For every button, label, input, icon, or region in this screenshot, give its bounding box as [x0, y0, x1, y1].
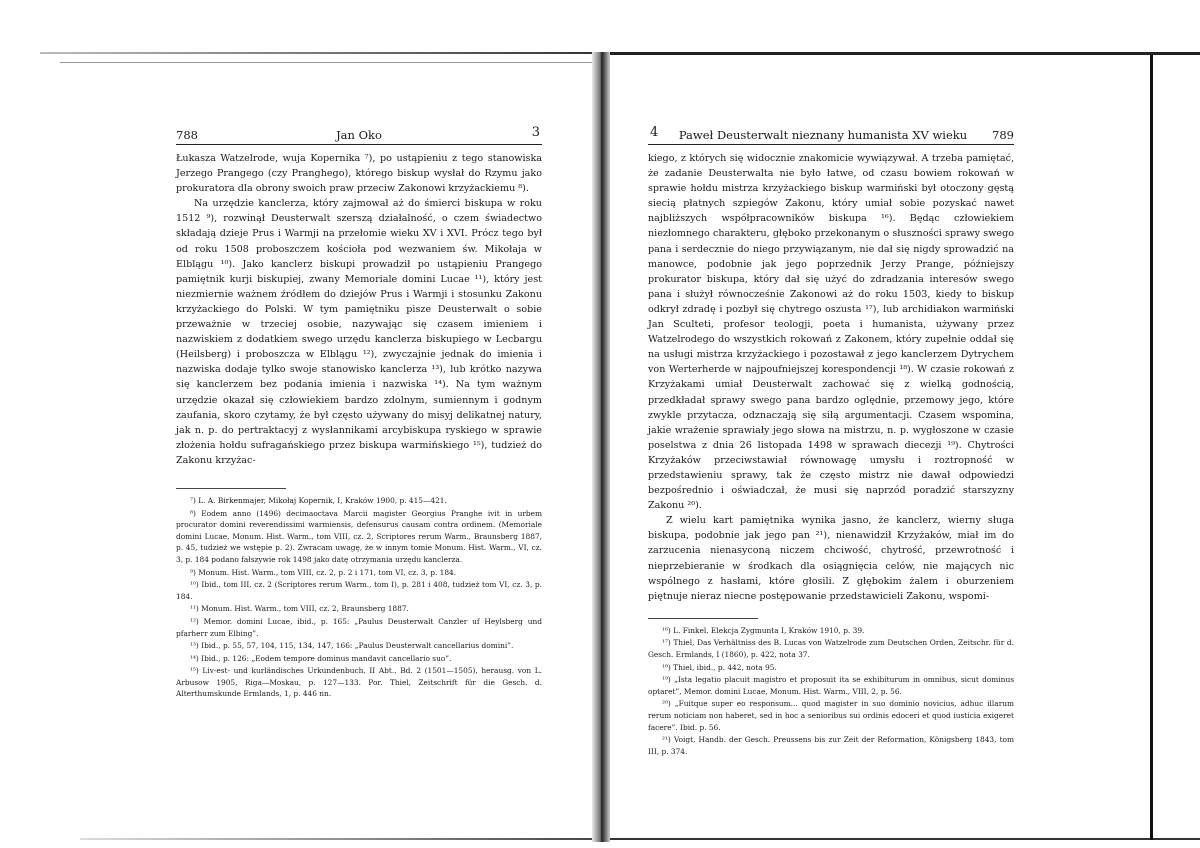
scan-edge-top-right — [600, 52, 1200, 55]
left-page — [176, 125, 542, 701]
footnote: ⁹) Monum. Hist. Warm., tom VIII, cz. 2, p. 2 i 171, tom VI, cz. 3, p. 184. — [190, 567, 457, 577]
left-paragraph: Łukasza Watzelrode, wuja Kopernika ⁷), po ustąpieniu z tego stanowiska Jerzego Prangego (czy Pranghego), którego biskup wysłał do Rzymu jako prokuratora dla obrony swoich praw przeciw Zakonowi krzyżackiemu ⁸). — [176, 153, 542, 195]
left-paragraph: Na urzędzie kanclerza, który zajmował aż do śmierci biskupa w roku 1512 ⁹), rozwinął Deusterwalt szerszą działalność, o czem świadectwo składają dzieje Prus i Warmji na przełomie wieku XV i XVI. Prócz tego był od roku 1508 proboszczem kościoła pod wezwaniem św. Mikołaja w Elblągu ¹⁰). Jako kanclerz biskupi prowadził po ustąpieniu Prangego pamiętnik kurji biskupiej, zwany Memoriale domini Lucae ¹¹), który jest niezmiernie ważnem źródłem do dziejów Prus i Warmji i stosunku Zakonu krzyżackiego do Polski. W tym pamiętniku pisze Deusterwalt o sobie przeważnie w trzeciej osobie, nazywając się czasem imieniem i nazwiskiem z dodatkiem swego urzędu kanclerza biskupiego w Lecbargu (Heilsberg) i proboszcza w Elblągu ¹²), zwyczajnie jednak do imienia i nazwiska dodaje tylko swoje stanowisko kanclerza ¹³), lub krótko nazywa się kanclerzem bez podania imienia i nazwiska ¹⁴). Na tym ważnym urzędzie okazał się człowiekiem bardzo zdolnym, sumiennym i godnym zaufania, skoro czytamy, że był często używany do misyj delikatnej natury, jak n. p. do pertraktacyj z wysłannikami arcybiskupa ryskiego w sprawie złożenia hołdu sufragańskiego przez biskupa warmińskiego ¹⁵), tudzież do Zakonu krzyżac- — [176, 198, 542, 466]
footnote: ²¹) Voigt, Handb. der Gesch. Preussens bis zur Zeit der Reformation, Königsberg 1843, tom III, p. 374. — [648, 735, 1014, 756]
left-page-header — [176, 125, 542, 145]
footnote: ¹⁰) Ibid., tom III, cz. 2 (Scriptores rerum Warm., tom I), p. 281 i 408, tudzież tom VI, cz. 3, p. 184. — [176, 580, 542, 601]
book-gutter — [592, 52, 610, 842]
footnote: ¹⁶) L. Finkel, Elekcja Zygmunta I, Kraków 1910, p. 39. — [662, 625, 865, 635]
footnote: ¹¹) Monum. Hist. Warm., tom VIII, cz. 2, Braunsberg 1887. — [190, 604, 409, 614]
left-footnotes — [176, 495, 542, 700]
right-page-number-inner: 4 — [650, 125, 659, 140]
left-page-number-inner: 3 — [531, 125, 540, 140]
footnote: ¹⁸) Thiel, ibid., p. 442, nota 95. — [662, 662, 777, 672]
footnote: ⁸) Eodem anno (1496) decimaoctava Marcii magister Georgius Pranghe ivit in urbem procurator domini reverendissimi warmiensis, defensurus causam contra ordinem. (Memoriale domini Lucae, Monum. Hist. Warm., tom VIII, cz. 2, Scriptores rerum Warm., Braunsberg 1887, p. 45, tudzież we wstępie p. 2). Zwracam uwagę, że w innym tomie Monum. Hist. Warm., VI, cz. 3, p. 184 podano fałszywie rok 1498 jako datę otrzymania urzędu kanclerza. — [176, 508, 542, 564]
footnote: ¹⁵) Liv-est- und kurländisches Urkundenbuch, II Abt., Bd. 2 (1501—1505), herausg. von L. Arbusow 1905, Riga—Moskau, p. 127—133. Por. Thiel, Zeitschrift für die Gesch. d. Alterthumskunde Ermlands, 1, p. 446 nn. — [176, 666, 542, 699]
footnote: ²⁰) „Fuitque super eo responsum... quod magister in suo dominio novicius, adhuc illarum rerum noticiam non haberet, sed in hoc a senioribus sui ordinis edoceri et quod iusticia exigeret facere”. Ibid. p. 56. — [648, 699, 1014, 732]
footnote: ¹²) Memor. domini Lucae, ibid., p. 165: „Paulus Deusterwalt Canzler uf Heylsberg und pfarherr zum Elbing”. — [176, 616, 542, 638]
left-page-number: 788 — [176, 128, 198, 142]
scan-edge-bottom-right — [605, 838, 1200, 840]
scan-edge-top-left — [40, 52, 600, 54]
footnote: ⁷) L. A. Birkenmajer, Mikołaj Kopernik, I, Kraków 1900, p. 415—421. — [190, 495, 447, 505]
right-page-number: 789 — [992, 128, 1014, 142]
left-body-text — [176, 151, 542, 468]
footnote: ¹⁴) Ibid., p. 126: „Eodem tempore dominus mandavit cancellario suo”. — [190, 653, 452, 663]
right-page-header — [648, 125, 1014, 145]
right-running-title: Paweł Deusterwalt nieznany humanista XV wieku — [678, 128, 968, 142]
right-body-text — [648, 151, 1014, 604]
right-page — [648, 125, 1014, 758]
right-paragraph: kiego, z których się widocznie znakomicie wywiązywał. A trzeba pamiętać, że zadanie Deusterwalta nie było łatwe, od czasu bowiem rokowań w sprawie hołdu mistrza krzyżackiego biskup warmiński był otoczony gęstą siecią płatnych szpiegów Zakonu, który umiał sobie pozyskać nawet najbliższych współpracowników biskupa ¹⁶). Będąc człowiekiem niezłomnego charakteru, głęboko przekonanym o słuszności sprawy swego pana i serdecznie do niego przywiązanym, nie dał się nigdy sprowadzić na manowce, podobnie jak jego poprzednik Jerzy Prange, późniejszy prokurator biskupa, który dał się użyć do zdradzania interesów swego pana i służył równocześnie Zakonowi aż do roku 1503, kiedy to biskup odkrył zdradę i pozbył się chytrego oszusta ¹⁷), lub archidiakon warmiński Jan Sculteti, profesor teologji, poeta i humanista, używany przez Watzelrodego do wszystkich rokowań z Zakonem, który zupełnie oddał się na usługi mistrza krzyżackiego i pozostawał z jego kanclerzem Dytrychem von Werterherde w najpoufniejszej korespondencji ¹⁸). W czasie rokowań z Krzyżakami umiał Deusterwalt zachować się z wielką godnością, przedkładał sprawy swego pana bardzo oględnie, przemowy jego, które zwykle przytacza, odznaczają się siłą argumentacji. Czasem wspomina, jakie wrażenie sprawiały jego słowa na mistrzu, n. p. wygłoszone w czasie poselstwa z dnia 26 listopada 1498 w sprawach diecezji ¹⁹). Chytrości Krzyżaków przeciwstawiał równowagę umysłu i roztropność w przedstawieniu sprawy, tak że często mistrz nie dawał odpowiedzi bezpośrednio i oświadczał, że musi się naprzód poradzić starszyzny Zakonu ²⁰). — [648, 153, 1014, 512]
footnote: ¹⁹) „Ista legatio placuit magistro et proposuit ita se exhibiturum in omnibus, sicut dominus optaret”, Memor. domini Lucae, Monum. Hist. Warm., VIII, 2, p. 56. — [648, 675, 1014, 696]
scan-edge-bottom-left — [80, 838, 600, 840]
scan-edge-right — [1150, 55, 1153, 840]
footnote: ¹³) Ibid., p. 55, 57, 104, 115, 134, 147, 166: „Paulus Deusterwalt cancellarius domini”. — [190, 641, 514, 651]
scan-edge-top-left-2 — [60, 62, 600, 63]
footnote: ¹⁷) Thiel, Das Verhältniss des B. Lucas von Watzelrode zum Deutschen Orden, Zeitschr. für d. Gesch. Ermlands, I (1860), p. 422, nota 37. — [648, 638, 1014, 659]
right-footnotes — [648, 625, 1014, 758]
left-running-title: Jan Oko — [336, 128, 382, 142]
left-footnote-rule — [176, 488, 286, 489]
right-footnote-rule — [648, 618, 758, 619]
right-paragraph: Z wielu kart pamiętnika wynika jasno, że kanclerz, wierny sługa biskupa, podobnie jak jego pan ²¹), nienawidził Krzyżaków, miał im do zarzucenia nienasyconą niczem chciwość, chytrość, przewrotność i nieprzebieranie w środkach dla osiągnięcia celów, nie mających nic wspólnego z hasłami, które głosili. Z głębokim żalem i oburzeniem piętnuje nieraz niecne postępowanie przedstawicieli Zakonu, wspomi- — [648, 515, 1014, 602]
